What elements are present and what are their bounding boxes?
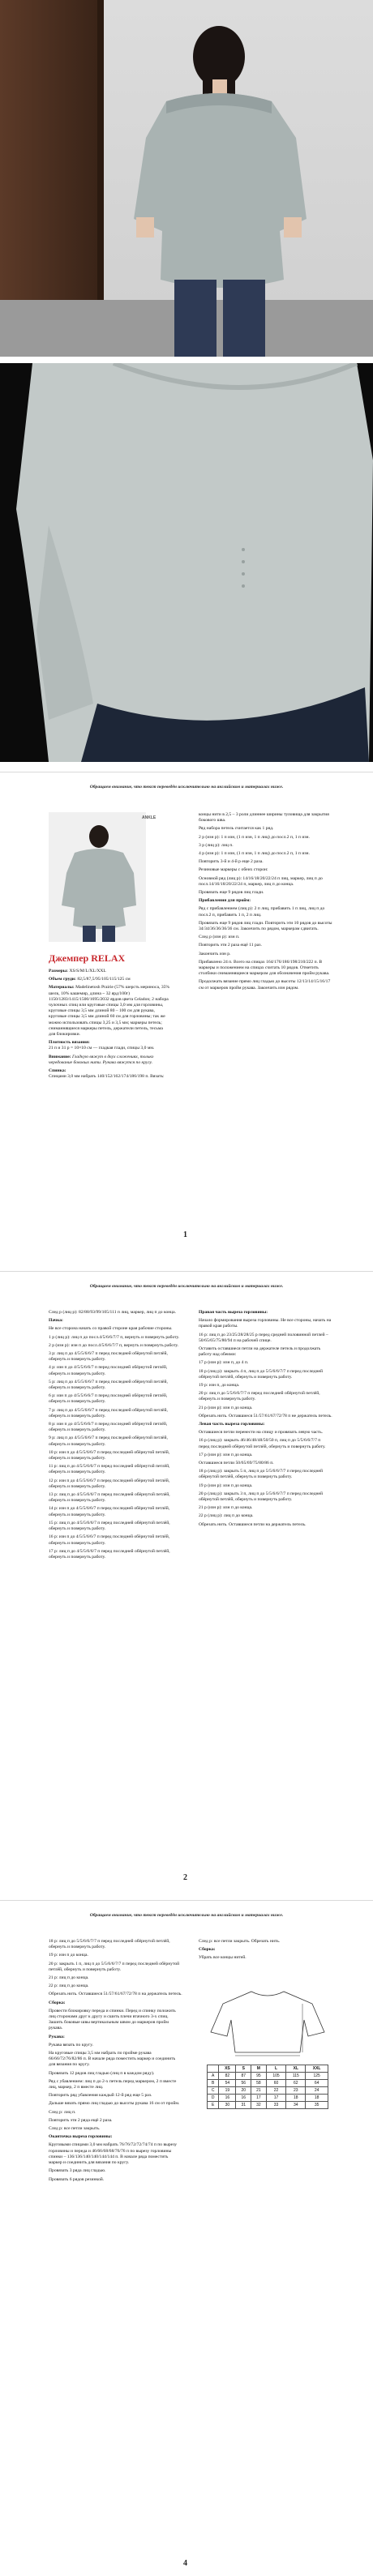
table-cell: 24 [306, 2087, 328, 2095]
text-line: Оставить оставшиеся петли на держателе петель и продолжать работу над обеими: [199, 1346, 321, 1358]
table-header-cell: M [251, 2065, 267, 2073]
table-cell: 16 [236, 2095, 251, 2102]
sweater-schematic-icon [207, 1988, 328, 2056]
text-line: 22 р: лиц п до конца. [49, 1983, 89, 1989]
text-line: 4 р (изн р): 1 п изн, (1 п изн, 1 п лиц) до посл.2 п, 1 п изн. [199, 851, 310, 857]
table-row [208, 2095, 328, 2102]
table-cell: 125 [306, 2073, 328, 2080]
table-cell: 35 [306, 2102, 328, 2109]
table-cell: 60 [266, 2080, 286, 2087]
table-header-row [208, 2065, 328, 2073]
text-line: 16 р: лиц п до 23/25/28/28/25 р перед средней половинной петлей – 50/65/65/75/80/94 п на рабочей спице. [199, 1332, 328, 1343]
girth-value: 82,5/87,5/95/105/115/125 см [77, 977, 131, 982]
text-line: Обрезать нить. Оставшиеся 51/57/61/67/72/78 п на держатель петель. [49, 1992, 182, 1997]
text-line: Повторить эти 2 ряда ещё 2 раза. [49, 2117, 113, 2123]
table-cell: 31 [236, 2102, 251, 2109]
table-cell: 82 [219, 2073, 236, 2080]
table-cell: 95 [251, 2073, 267, 2080]
text-line: 17 р (изн р): изн п, до 4 п. [199, 1360, 249, 1366]
text-line: След р (изн р): изн п. [199, 935, 240, 940]
text-line: Провязать еще 9 рядов лиц глади. [199, 890, 264, 896]
sizes-value: XS/S/M/L/XL/XXL [69, 969, 106, 973]
text-line: Рукава вязать по кругу. [49, 2042, 93, 2048]
table-cell: 56 [236, 2080, 251, 2087]
text-line: Повторить эти 2 раза ещё 11 раз. [199, 943, 262, 948]
page-number: 4 [183, 2559, 187, 2568]
table-cell: D [208, 2095, 219, 2102]
page-separator [0, 1900, 373, 1901]
back-label: Спинка: [49, 1068, 66, 1074]
left-column [49, 1310, 182, 1563]
text-line: Резиновые маркеры с обеих сторон: [199, 867, 268, 873]
text-line: 1 р (лиц р): лиц п до посл.4/5/6/6/7/7 п, вернуть и повернуть работу. [49, 1334, 180, 1340]
table-cell: 22 [266, 2087, 286, 2095]
text-line: 20 р: лиц п до 5/5/6/6/7/7 п перед последней обёрнутой петлёй, обернуть и повернуть работу. [199, 1391, 320, 1402]
important-label: Внимание: [49, 1054, 71, 1059]
text-line: Убрать все концы нитей. [199, 1955, 247, 1961]
text-line: Закончить изн р. [199, 951, 231, 956]
right-column [199, 812, 332, 994]
text-line: Провязать 3 ряда лиц гладью. [49, 2168, 106, 2174]
table-cell: E [208, 2102, 219, 2109]
section-heading: Правая часть выреза горловины: [199, 1310, 268, 1315]
text-line: 18 р (лиц р): закрыть 5 п, лиц п до 5/5/6/6/7/7 п перед последней обёрнутой петлёй, обернуть и повернуть работу. [199, 1469, 323, 1480]
text-line: 15 р: лиц п до 4/5/5/6/6/7 п перед последней обёрнутой петлёй, обернуть и повернуть работу. [49, 1520, 170, 1532]
text-line: 16 р (лиц р): закрыть 46/46/48/48/50/50 п, лиц п до 5/5/6/6/7/7 п перед последней обёрнутой петлёй, обернуть и повернуть работу. [199, 1438, 326, 1449]
table-header-cell: XXL [306, 2065, 328, 2073]
table-cell: 23 [286, 2087, 306, 2095]
text-line: 3 р (лиц р): лиц п. [199, 842, 234, 848]
text-line: 21 р (изн р): изн п до конца. [199, 1405, 253, 1410]
text-line: 22 р (лиц р): лиц п до конца. [199, 1513, 254, 1519]
text-line: Ряд набора петель считается как 1 ряд. [199, 826, 274, 832]
text-line: Круговыми спицами 3,0 мм набрать 76/76/72/72/74/74 п по вырезу горловины и переда и 46/66/68/68/76/76 п по вырезу горловины спинки – 136/136/140/140/144/144 п. В начале ряда поместить маркер и соединить для вязания по кругу. [49, 2142, 178, 2166]
table-header-cell: XS [219, 2065, 236, 2073]
materials-label: Материалы: [49, 985, 75, 991]
important-value: Гладкую вяжут в двух сложениях, только чередование боковых нити. Рукава вяжутся по кругу. [49, 1054, 154, 1065]
table-cell: 21 [251, 2087, 267, 2095]
brand-logo: ANKLE [142, 815, 156, 820]
text-line: След р: лиц п. [49, 2109, 76, 2115]
page-separator [0, 1271, 373, 1272]
text-line: 19 р: изн п, до конца. [199, 1383, 240, 1389]
table-header-cell [208, 2065, 219, 2073]
table-cell: 62 [286, 2080, 306, 2087]
text-line: Обрезать нить. Оставшиеся петли на держатель петель. [199, 1521, 307, 1527]
thumbnail-illustration [49, 812, 146, 942]
section-heading: Оканточка выреза горловины: [49, 2134, 113, 2140]
text-line: На круговые спицы 3,5 мм набрать по пройме рукава 66/66/72/76/82/86 п. В начале ряда поместить маркер и соединить для вязания по кругу. [49, 2051, 176, 2068]
text-line: 12 р: изн п до 4/5/5/6/6/7 п перед последней обёрнутой петлёй, обернуть и повернуть работу. [49, 1478, 170, 1489]
text-line: Провязать 6 рядов резинкой. [49, 2176, 105, 2182]
sweater-detail-photo [0, 363, 373, 762]
text-line: 20 р: закрыть 1 п, лиц п до 5/5/6/6/7/7 п перед последней обёрнутой петлёй, обернуть и повернуть работу. [49, 1961, 180, 1972]
table-cell: 115 [286, 2073, 306, 2080]
text-line: Прибавлено 24 п. Всего на спицах 164/176/186/198/210/222 п. В маркеры и положением на спицах считать 10 рядов. Отметить столбики сниманнящиеся маркером для обозначения пройм рукава. [199, 959, 330, 977]
text-line: 3 р: лиц п до 4/5/5/6/6/7 п перед последней обёрнутой петлёй, обернуть и повернуть работу. [49, 1351, 168, 1363]
table-cell: 19 [219, 2087, 236, 2095]
text-line: 17 р (изн р): изн п до конца. [199, 1452, 253, 1457]
text-line: 18 р: лиц п до 5/5/6/6/7/7 п перед последней обёрнутой петлёй, обернуть и повернуть работу. [49, 1939, 170, 1950]
text-line: 21 р: лиц п до конца. [49, 1975, 89, 1981]
table-cell: A [208, 2073, 219, 2080]
text-line: След р: все петли закрыть. [49, 2126, 101, 2132]
page-number: 2 [183, 1873, 187, 1882]
right-column [199, 1939, 332, 1964]
text-line: Продолжать вязание прямо лиц гладью до высоты 12/13/14/15/16/17 см от маркеров пройм рукава. Закончить изн рядом. [199, 979, 331, 991]
table-header-cell: L [266, 2065, 286, 2073]
section-heading: Прибавления для пройм: [199, 898, 251, 904]
table-cell: 87 [236, 2073, 251, 2080]
page-number: 1 [183, 1230, 187, 1239]
text-line: Оставшиеся петли 50/65/69/75/80/86 п. [199, 1461, 274, 1466]
text-line: 2 р (изн р): изн п до посл.4/5/6/6/7/7 п, вернуть и повернуть работу. [49, 1342, 179, 1348]
section-heading: Сборка: [49, 2000, 66, 2005]
table-cell: 34 [286, 2102, 306, 2109]
model-photo-illustration [0, 0, 373, 357]
text-line: Ряд с прибавлением (лиц р): 2 п лиц, прибавить 1 п лиц, лиц п до посл.2 п, прибавить 1 п, 2 п лиц. [199, 906, 325, 918]
text-line: 6 р: изн п до 4/5/5/6/6/7 п перед последней обёрнутой петлёй, обернуть и повернуть работу. [49, 1393, 168, 1405]
text-line: Провести блокировку переда и спинки. Перед и спинку положить лиц сторонами друг к другу и сшить плечи втачного 3-х спиц. Зашить боковые швы вертикальным швом до маркеров пройм рукава. [49, 2008, 176, 2031]
text-line: 7 р: лиц п до 4/5/5/6/6/7 п перед последней обёрнутой петлёй, обернуть и повернуть работу. [49, 1407, 168, 1419]
text-line: 4 р: изн п до 4/5/5/6/6/7 п перед последней обёрнутой петлёй, обернуть и повернуть работу. [49, 1365, 168, 1376]
girth-label: Объем груди: [49, 977, 76, 982]
text-line: Начало формирования выреза горловины. Не все стороны, начать на правой края работы. [199, 1318, 332, 1329]
section-heading: Пачка: [49, 1318, 63, 1324]
table-cell: 105 [266, 2073, 286, 2080]
text-line: Провязать еще 9 рядов лиц глади. Повторить эти 10 рядов до высоты 34/34/36/36/36/36 см. Закончить по рядом, маркерам сдвигать. [199, 920, 332, 932]
table-row [208, 2102, 328, 2109]
pattern-page-2 [0, 1277, 373, 1893]
table-cell: 32 [251, 2102, 267, 2109]
table-row [208, 2080, 328, 2087]
text-line: Оставшиеся петли перенести на спицу и провязать левую часть. [199, 1430, 324, 1436]
text-line: Повторить 3-й и 4-й р еще 2 раза. [199, 859, 264, 865]
table-cell: 64 [306, 2080, 328, 2087]
page-note: Обращаем внимание, что текст переведён исключительно на английском и материалах ниже. [89, 1913, 284, 1918]
table-cell: 33 [266, 2102, 286, 2109]
table-cell: C [208, 2087, 219, 2095]
table-cell: 30 [219, 2102, 236, 2109]
text-line: 9 р: лиц п до 4/5/5/6/6/7 п перед последней обёрнутой петлёй, обернуть и повернуть работу. [49, 1436, 168, 1447]
table-cell: B [208, 2080, 219, 2087]
section-heading: Сборка: [199, 1947, 216, 1953]
text-line: След р (лиц р): 82/88/93/99/105/111 п лиц, маркер, лиц п до конца. [49, 1310, 177, 1315]
text-line: 17 р: лиц п до 4/5/5/6/6/7 п перед последней обёрнутой петлёй, обернуть и повернуть работу. [49, 1548, 170, 1560]
table-row [208, 2073, 328, 2080]
table-cell: 17 [251, 2095, 267, 2102]
text-line: Повторить ряд убавления каждый 12-й ряд еще 5 раз. [49, 2093, 152, 2099]
left-column [49, 952, 170, 1082]
text-line: Основной ряд (лиц р): 14/16/18/20/22/24 п лиц, маркер, лиц п до посл.14/16/18/20/22/24 п, маркер, лиц п до конца. [199, 875, 323, 887]
text-line: Провязать 12 рядов лиц гладью (лиц п в каждом ряду). [49, 2070, 155, 2076]
gauge-value: 21 п и 31 р = 10×10 см — гладкая глади, спицы 3,0 мм. [49, 1046, 155, 1051]
table-cell: 54 [219, 2080, 236, 2087]
text-line: 20 р (лиц р): закрыть 3 п, лиц п до 5/5/6/6/7/7 п перед последней обёрнутой петлёй, обернуть и повернуть работу. [199, 1491, 323, 1503]
text-line: 8 р: изн п до 4/5/5/6/6/7 п перед последней обёрнутой петлёй, обернуть и повернуть работу. [49, 1422, 168, 1433]
text-line: 10 р: изн п до 4/5/5/6/6/7 п перед последней обёрнутой петлёй, обернуть и повернуть работу. [49, 1449, 170, 1461]
pattern-page-4 [0, 1906, 373, 2576]
model-photo-front [0, 0, 373, 357]
text-line: 18 р (лиц р): закрыть 4 п, лиц п до 5/5/6/6/7/7 п перед последней обёрнутой петлёй, обернуть и повернуть работу. [199, 1368, 323, 1380]
table-cell: 20 [236, 2087, 251, 2095]
left-column [49, 1939, 182, 2185]
materials-value: Madelinetosh Prairie (57% шерсть мериноса, 35% шелк, 10% кашемир, длина ~ 32 ярд/100г) 1150/1283/1415/1500/1695/2032 ярдов цвета Celadon; 2 набора чулочных спиц или круговые спицы 3,0 мм для горловины, круговые спицы 3,5 мм длиной 80 – 100 см для рукава, круговые спицы 3,5 мм длиной 60 см для горловины; так же можно использовать спицы 3,25 и 3,5 мм; маркеры петель; сниманнящиеся маркеры петель, держатели петель, тесьма для блокировки. [49, 985, 170, 1038]
section-heading: Рукава: [49, 2034, 65, 2039]
section-heading: Левая часть выреза горловины: [199, 1422, 265, 1427]
page-note: Обращаем внимание, что текст переведён исключительно на английском и материалах ниже. [89, 785, 284, 789]
pattern-page-1 [0, 778, 373, 1264]
sizes-label: Размеры: [49, 969, 69, 973]
text-line: 14 р: изн п до 4/5/5/6/6/7 п перед последней обёрнутой петлёй, обернуть и повернуть работу. [49, 1506, 170, 1517]
table-row [208, 2087, 328, 2095]
pattern-title: Джемпер RELAX [49, 952, 126, 964]
schematic-diagram [207, 1988, 328, 2056]
table-header-cell: XL [286, 2065, 306, 2073]
table-cell: 18 [306, 2095, 328, 2102]
text-line: Не все сторона начать со правой стороне края рабочие стороны. [49, 1326, 173, 1332]
back-value: Спицами 3,0 мм набрать 140/152/162/174/186/198 п. Вязать: [49, 1074, 165, 1080]
text-line: 11 р: лиц п до 4/5/5/6/6/7 п перед последней обёрнутой петлёй, обернуть и повернуть работу. [49, 1464, 170, 1475]
text-line: 19 р (изн р): изн п до конца. [199, 1483, 253, 1488]
text-line: Обрезать нить. Оставшиеся 51/57/61/67/72/78 п не держатель петель. [199, 1413, 332, 1419]
text-line: концы нити в 2,5 – 3 роли длиннее ширины туловища для закрытия бокового шва. [199, 812, 329, 824]
text-line: 5 р: лиц п до 4/5/5/6/6/7 п перед последней обёрнутой петлёй, обернуть и повернуть работу. [49, 1379, 168, 1391]
text-line: 13 р: лиц п до 4/5/5/6/6/7 п перед последней обёрнутой петлёй, обернуть и повернуть работу. [49, 1492, 170, 1504]
text-line: Ряд с убавлением: лиц п до 2-х петель перед маркером, 2 п вместе лиц, маркер, 2 п вместе лиц. [49, 2078, 177, 2090]
text-line: 19 р: изн п до конца. [49, 1953, 88, 1958]
text-line: 2 р (изн р): 1 п изн, (1 п изн, 1 п лиц) до посл.2 п, 1 п изн. [199, 834, 310, 840]
sweater-detail-illustration [0, 363, 373, 762]
text-line: 16 р: изн п до 4/5/5/6/6/7 п перед последней обёрнутой петлёй, обернуть и повернуть работу. [49, 1534, 170, 1546]
page-note: Обращаем внимание, что текст переведён исключительно на английском и материалах ниже. [89, 1284, 284, 1289]
text-line: 21 р (изн р): изн п до конца. [199, 1505, 253, 1511]
gauge-label: Плотность вязания: [49, 1040, 90, 1046]
product-thumbnail [49, 812, 146, 942]
right-column [199, 1310, 332, 1530]
text-line: След р: все петли закрыть. Обрезать нить. [199, 1939, 281, 1944]
table-header-cell: S [236, 2065, 251, 2073]
text-line: Дальше вязать прямо лиц гладью до высоты рукава 16 см от пройм. [49, 2101, 180, 2107]
table-cell: 18 [286, 2095, 306, 2102]
table-cell: 58 [251, 2080, 267, 2087]
size-table [207, 2065, 328, 2109]
table-cell: 17 [266, 2095, 286, 2102]
table-cell: 16 [219, 2095, 236, 2102]
